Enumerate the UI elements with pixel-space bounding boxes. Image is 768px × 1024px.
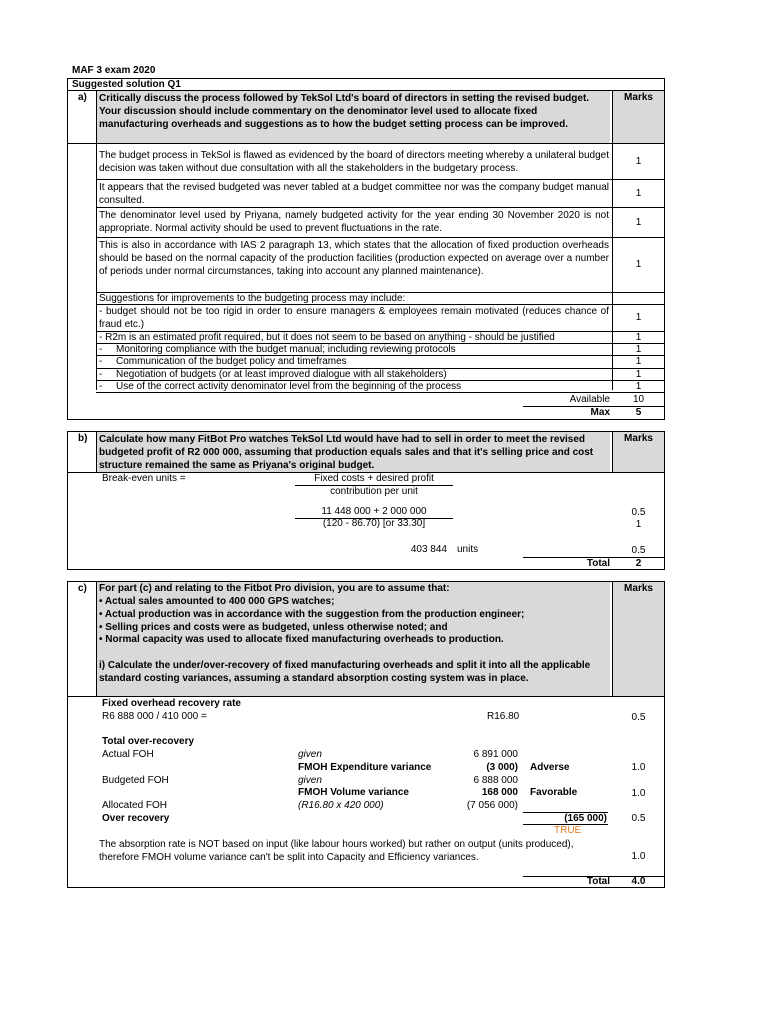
section-c-intro: For part (c) and relating to the Fitbot Pro division, you are to assume that: — [99, 583, 450, 594]
section-a-row-3: The denominator level used by Priyana, namely budgeted activity for the year ending 30 November 2020 is not appropriate. Normal activity should be used to prevent fluctuations in the rate. — [99, 210, 609, 234]
section-a-row-4: This is also in accordance with IAS 2 paragraph 13, which states that the allocation of fixed production overheads should be based on the normal capacity of the production facilities (production expected on average over a number of periods under normal circumstances, taking into account any planned maintenance). — [99, 240, 609, 277]
absorption-note: The absorption rate is NOT based on input (like labour hours worked) but rather on output (units produced), therefore FMOH volume variance can't be split into Capacity and Efficiency variances. — [99, 839, 574, 863]
section-c-bullet-3: • Selling prices and costs were as budgeted, unless otherwise noted; and — [99, 622, 448, 633]
result-unit: units — [457, 544, 479, 555]
section-a-row-3-mark: 1 — [635, 217, 642, 228]
section-b-total-value: 2 — [635, 558, 642, 569]
section-a-row-6: - budget should not be too rigid in order to ensure managers & employees remain motivated (reduces chance of fraud etc.) — [99, 306, 609, 330]
bullet-dash: - — [99, 381, 103, 392]
allocated-foh-note: (R16.80 x 420 000) — [298, 800, 384, 811]
result-mark: 0.5 — [631, 545, 646, 556]
actual-foh-value: 6 891 000 — [473, 749, 518, 760]
calc-numerator: 11 448 000 + 2 000 000 — [321, 506, 427, 517]
section-a-row-7: - R2m is an estimated profit required, but it does not seem to be based on anything - should be justified — [99, 332, 555, 343]
section-a-row-11-mark: 1 — [635, 381, 642, 392]
section-a-row-7-mark: 1 — [635, 332, 642, 343]
section-a-row-9: Communication of the budget policy and timeframes — [116, 356, 347, 367]
calc-denominator: (120 - 86.70) [or 33.30] — [322, 518, 426, 529]
expenditure-variance-tag: Adverse — [530, 762, 570, 773]
over-recovery-value: (165 000) — [564, 813, 607, 824]
section-a-row-10-mark: 1 — [635, 369, 642, 380]
volume-variance-label: FMOH Volume variance — [298, 787, 409, 798]
section-b-total-label: Total — [586, 558, 610, 569]
over-recovery-label: Over recovery — [102, 813, 170, 824]
available-label: Available — [569, 394, 610, 405]
budgeted-foh-value: 6 888 000 — [473, 775, 518, 786]
check-text: TRUE — [554, 825, 582, 836]
section-a-suggestions-intro: Suggestions for improvements to the budgeting process may include: — [99, 293, 406, 304]
section-c-total-label: Total — [586, 876, 610, 887]
section-c-marks-bg — [613, 582, 664, 696]
section-a-row-8: Monitoring compliance with the budget manual; including reviewing protocols — [116, 344, 456, 355]
section-c-bullet-2: • Actual production was in accordance with the suggestion from the production engineer; — [99, 609, 525, 620]
section-b-label: b) — [78, 433, 88, 444]
section-a-row-1: The budget process in TekSol is flawed as evidenced by the board of directors meeting whereby a unilateral budget decision was taken without due consultation with all the stakeholders in the budgetary process. — [99, 150, 609, 174]
section-a-label: a) — [78, 92, 87, 103]
bullet-dash: - — [99, 344, 103, 355]
section-a-row-1-mark: 1 — [635, 156, 642, 167]
section-c-bullet-4: • Normal capacity was used to allocate fixed manufacturing overheads to production. — [99, 634, 504, 645]
solution-subtitle: Suggested solution Q1 — [72, 79, 181, 90]
section-c-label: c) — [78, 583, 87, 594]
over-recovery-mark: 0.5 — [631, 813, 646, 824]
section-a-question: Critically discuss the process followed by TekSol Ltd's board of directors in setting the revised budget. Your discussion should include commentary on the denominator level used to allocate fixed manufacturing overheads and suggestions as to how the budget setting process can be improved. — [99, 93, 590, 130]
section-a-row-2-mark: 1 — [635, 188, 642, 199]
expenditure-variance-label: FMOH Expenditure variance — [298, 762, 432, 773]
section-a-row-4-mark: 1 — [635, 259, 642, 270]
for-mark: 0.5 — [631, 712, 646, 723]
section-a-row-9-mark: 1 — [635, 356, 642, 367]
section-a-marks-header: Marks — [624, 92, 653, 103]
for-calc: R6 888 000 / 410 000 = — [102, 711, 207, 722]
volume-variance-value: 168 000 — [481, 787, 518, 798]
section-b-marks-header: Marks — [624, 433, 653, 444]
section-a-row-11: Use of the correct activity denominator level from the beginning of the process — [116, 381, 462, 392]
section-c-question-i: i) Calculate the under/over-recovery of fixed manufacturing overheads and split it into all the applicable standard costing variances, assuming a standard absorption costing system was in place. — [99, 660, 591, 684]
max-value: 5 — [635, 407, 642, 418]
volume-variance-mark: 1.0 — [631, 788, 646, 799]
section-a-row-2: It appears that the revised budgeted was never tabled at a budget committee nor was the company budget manual consulted. — [99, 182, 609, 206]
for-title: Fixed overhead recovery rate — [102, 698, 241, 709]
section-a-row-10: Negotiation of budgets (or at least improved dialogue with all stakeholders) — [116, 369, 447, 380]
section-c-marks-header: Marks — [624, 583, 653, 594]
actual-foh-note: given — [298, 749, 322, 760]
expenditure-variance-mark: 1.0 — [631, 762, 646, 773]
formula-numerator: Fixed costs + desired profit — [314, 473, 434, 484]
section-a-row-6-mark: 1 — [635, 312, 642, 323]
section-b-question: Calculate how many FitBot Pro watches TekSol Ltd would have had to sell in order to meet the revised budgeted profit of R2 000 000, assuming that production equals sales and that it's selling price and cost structure remained the same as Priyana's original budget. — [99, 434, 594, 471]
section-c-total-value: 4.0 — [631, 876, 646, 887]
section-a-row-8-mark: 1 — [635, 344, 642, 355]
for-value: R16.80 — [487, 711, 520, 722]
available-value: 10 — [632, 394, 645, 405]
exam-title: MAF 3 exam 2020 — [72, 65, 156, 76]
volume-variance-tag: Favorable — [530, 787, 578, 798]
formula-denominator: contribution per unit — [330, 486, 418, 497]
max-label: Max — [590, 407, 610, 418]
absorption-note-mark: 1.0 — [631, 851, 646, 862]
allocated-foh-label: Allocated FOH — [102, 800, 168, 811]
budgeted-foh-note: given — [298, 775, 322, 786]
calc-mark-2: 1 — [635, 519, 642, 530]
total-over-title: Total over-recovery — [102, 736, 195, 747]
bullet-dash: - — [99, 356, 103, 367]
bullet-dash: - — [99, 369, 103, 380]
expenditure-variance-value: (3 000) — [486, 762, 518, 773]
result-value: 403 844 — [410, 544, 447, 555]
section-c-bullet-1: • Actual sales amounted to 400 000 GPS watches; — [99, 596, 335, 607]
calc-mark-1: 0.5 — [631, 507, 646, 518]
actual-foh-label: Actual FOH — [102, 749, 154, 760]
allocated-foh-value: (7 056 000) — [466, 800, 518, 811]
budgeted-foh-label: Budgeted FOH — [102, 775, 169, 786]
break-even-label: Break-even units = — [102, 473, 186, 484]
